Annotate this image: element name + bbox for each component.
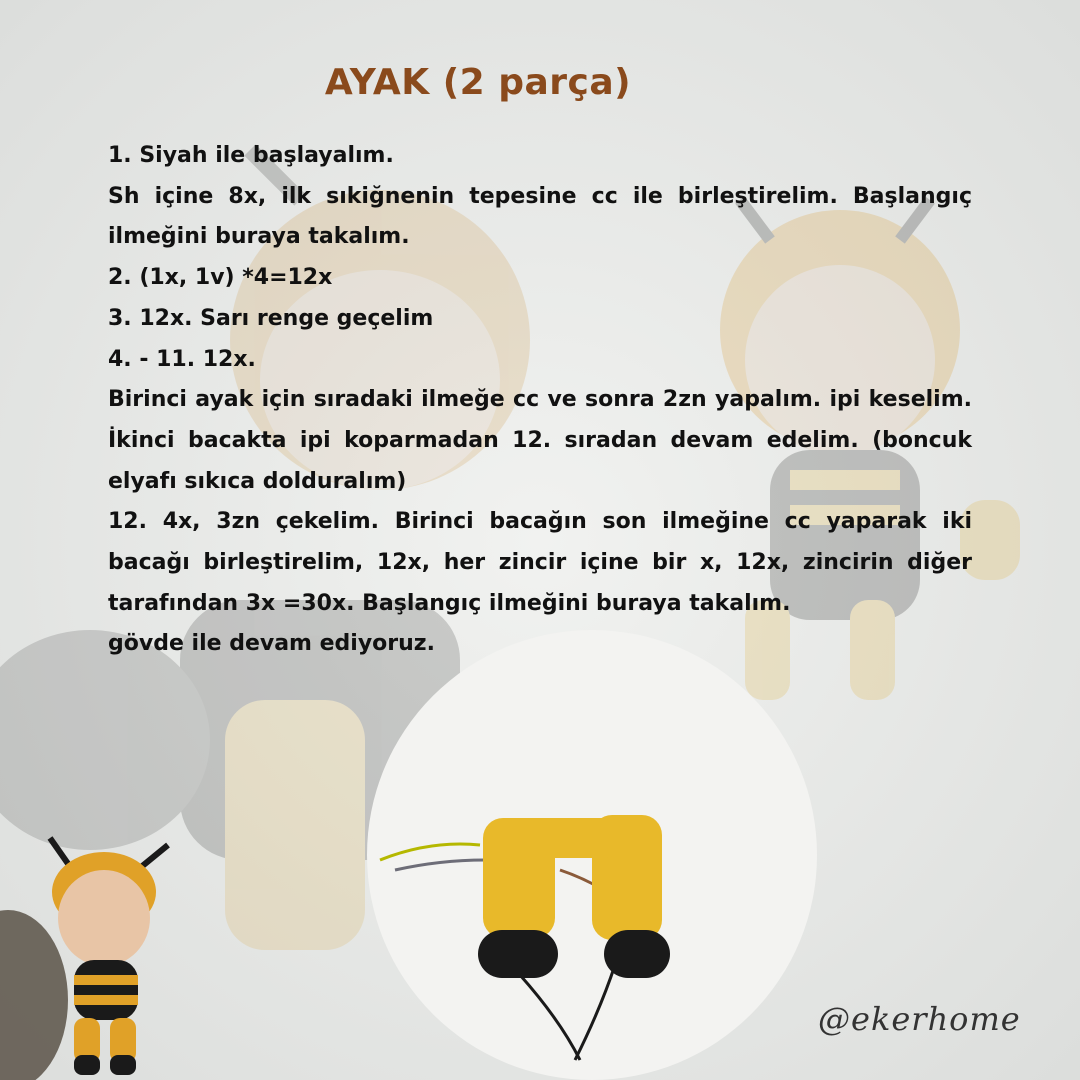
- step-2: 2. (1x, 1v) *4=12x: [108, 265, 333, 291]
- continue-note: gövde ile devam ediyoruz.: [108, 631, 435, 657]
- step-12: 12. 4x, 3zn çekelim. Birinci bacağın son ilmeğine cc yaparak iki bacağı birleştirelim, 12x, her zincir içine bir x, 12x, zincirin diğer tarafından 3x =30x. Başlangıç ilmeğini buraya takalım.: [108, 509, 972, 616]
- watermark-handle: @ekerhome: [818, 1000, 1021, 1038]
- step-3: 3. 12x. Sarı renge geçelim: [108, 305, 434, 331]
- step-1-detail: Sh içine 8x, ilk sıkiğnenin tepesine cc ile birleştirelim. Başlangıç ilmeğini buraya takalım.: [108, 183, 972, 250]
- second-leg-note: Birinci ayak için sıradaki ilmeğe cc ve sonra 2zn yapalım. ipi keselim. İkinci bacakta ipi koparmadan 12. sıradan devam edelim. (boncuk elyafı sıkıca dolduralım): [108, 387, 972, 494]
- page-title: AYAK (2 parça): [324, 62, 632, 103]
- step-1: 1. Siyah ile başlayalım.: [108, 143, 394, 168]
- step-4-11: 4. - 11. 12x.: [108, 346, 256, 372]
- instruction-text: [108, 136, 972, 665]
- legs-photo: [367, 630, 817, 1080]
